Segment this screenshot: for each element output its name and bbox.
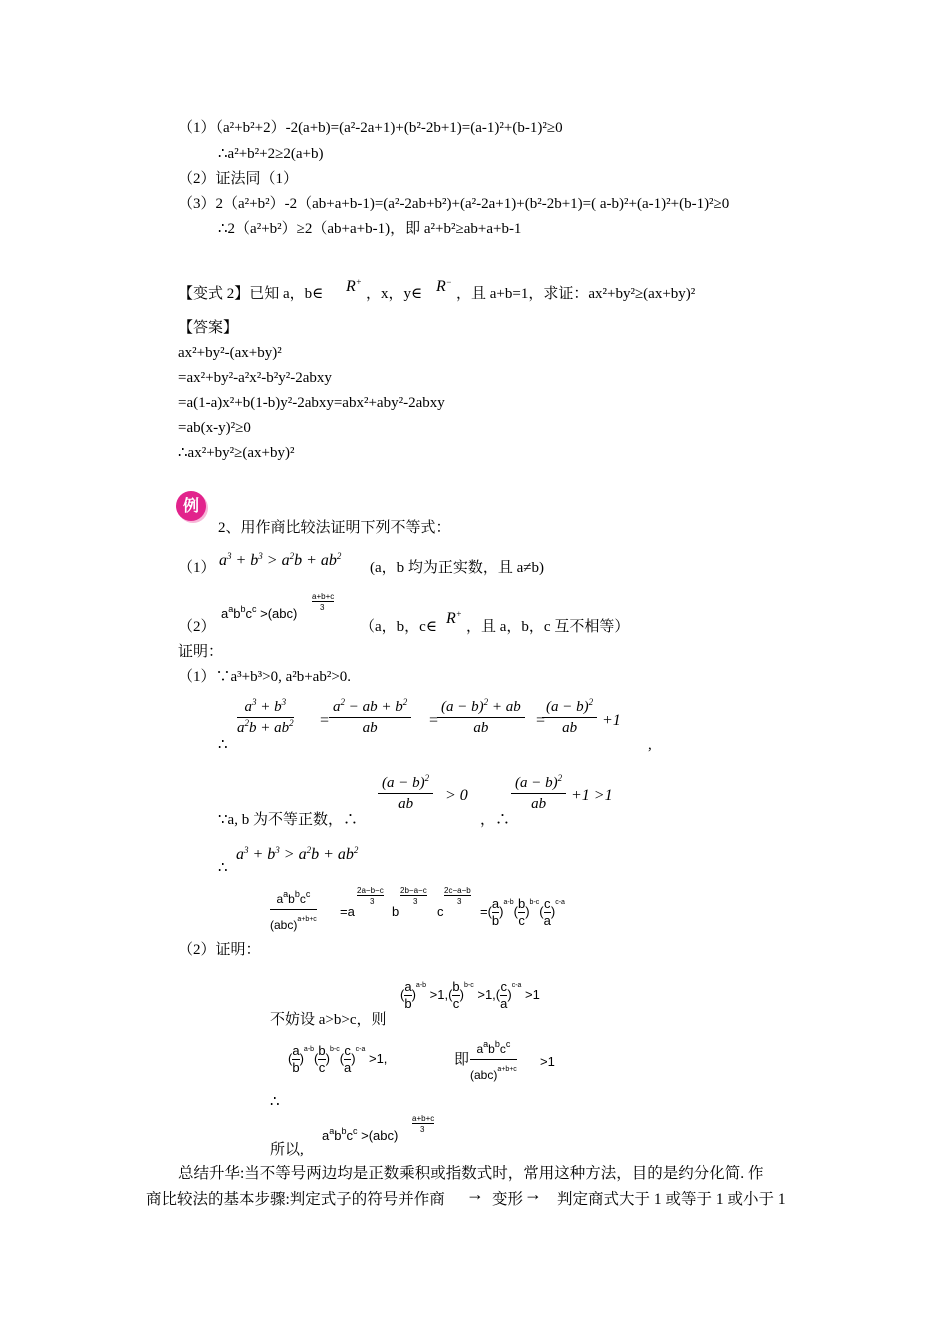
fraction-amb2-over-ab-3: $\frac{(a - b)^2}{ab}$ bbox=[511, 774, 566, 813]
problem-2-exp-num: a+b+c bbox=[312, 592, 335, 601]
set-r-plus-2: R+ bbox=[446, 609, 462, 627]
comma-1: , bbox=[648, 737, 652, 753]
final-exp-den: 3 bbox=[420, 1125, 425, 1134]
line-5: ∴2（a²+b²）≥2（ab+a+b-1)，即 a²+b²≥ab+a+b-1 bbox=[218, 221, 522, 237]
exp-2a-den: 3 bbox=[370, 897, 375, 906]
answer-step-4: =ab(x-y)²≥0 bbox=[178, 420, 251, 436]
problem-1-expr: $a^3 + b^3 > a^2b + ab^2$ bbox=[219, 551, 342, 569]
problem-1-label: （1） bbox=[178, 560, 216, 576]
problem-2-label: （2） bbox=[178, 619, 216, 635]
line-3: （2）证法同（1） bbox=[178, 171, 299, 187]
final-exp-num: a+b+c bbox=[412, 1114, 435, 1123]
exp-2b-den: 3 bbox=[413, 897, 418, 906]
fraction-amb2ab-over-ab: $\frac{(a - b)^2 + ab}{ab}$ bbox=[437, 698, 525, 737]
summary-line-2b: 变形 bbox=[492, 1191, 524, 1208]
summary-line-2c: 判定商式大于 1 或等于 1 或小于 1 bbox=[557, 1191, 786, 1208]
base-b: b bbox=[392, 904, 400, 919]
problem-2-expr: $a^ab^bc^c >(abc)$ bbox=[221, 604, 298, 621]
answer-step-2: =ax²+by²-a²x²-b²y²-2abxy bbox=[178, 370, 332, 386]
answer-step-3: =a(1-a)x²+b(1-b)y²-2abxy=abx²+aby²-2abxy bbox=[178, 395, 445, 411]
ie-label: 即 bbox=[454, 1052, 470, 1068]
ratio-inequalities: ( $\frac{a}{b}$ )$^{a-b}$ >1,( $\frac{b}{c}$ )$^{b-c}$ >1,( $\frac{c}{a}$ )$^{c-a}$ >1 bbox=[400, 979, 540, 1012]
problem-2-cond-b: ，且 a，b，c 互不相等） bbox=[466, 619, 630, 635]
gt-zero: > 0 bbox=[445, 787, 468, 804]
proof-heading: 证明： bbox=[178, 644, 224, 660]
example-badge-icon: 例 bbox=[176, 491, 206, 521]
variant-2-c: ，且 a+b=1，求证：ax²+by²≥(ax+by)² bbox=[456, 286, 696, 302]
fraction-a2abb2-over-ab: $\frac{a^2 - ab + b^2}{ab}$ bbox=[329, 698, 411, 737]
quotient-rhs: =a bbox=[340, 904, 355, 919]
equals-3: = bbox=[535, 712, 546, 729]
plus-one: +1 bbox=[602, 712, 621, 729]
base-c: c bbox=[437, 904, 444, 919]
summary-line-1: 总结升华:当不等号两边均是正数乘积或指数式时，常用这种方法，目的是约分化简. 作 bbox=[178, 1165, 764, 1182]
example-2-title: 2、用作商比较法证明下列不等式： bbox=[218, 520, 451, 536]
therefore-3: ∴ bbox=[270, 1094, 280, 1110]
problem-2-exp-den: 3 bbox=[320, 603, 325, 612]
wlog-line: 不妨设 a>b>c，则 bbox=[270, 1012, 387, 1028]
exp-2c-den: 3 bbox=[457, 897, 462, 906]
therefore-2: ∴ bbox=[218, 860, 228, 876]
set-r-minus: R− bbox=[436, 277, 452, 295]
fraction-amb2-over-ab-2: $\frac{(a - b)^2}{ab}$ bbox=[378, 774, 433, 813]
fraction-a3b3-over-a2bab2: $\frac{a^3 + b^3}{a^2b + ab^2}$ bbox=[237, 697, 294, 736]
so-line: ，∴ bbox=[480, 812, 511, 828]
equals-2: = bbox=[428, 712, 439, 729]
gt-one-2: >1 bbox=[540, 1054, 555, 1069]
exp-2b: 2b−a−c bbox=[400, 886, 427, 895]
line-2: ∴a²+b²+2≥2(a+b) bbox=[218, 146, 324, 162]
line-1: （1）（a²+b²+2）-2(a+b)=(a²-2a+1)+(b²-2b+1)=(a-1)²+(b-1)²≥0 bbox=[178, 120, 563, 136]
proof-1-line: （1）∵a³+b³>0, a²b+ab²>0. bbox=[178, 669, 352, 685]
proof-2-heading: （2）证明： bbox=[178, 942, 261, 958]
line-4: （3）2（a²+b²）-2（ab+a+b-1)=(a²-2ab+b²)+(a²-2a+1)+(b²-2b+1)=( a-b)²+(a-1)²+(b-1)²≥0 bbox=[178, 196, 730, 212]
problem-1-condition: (a，b 均为正实数，且 a≠b) bbox=[370, 560, 545, 576]
conclusion-1-expr: $a^3 + b^3 > a^2b + ab^2$ bbox=[236, 845, 359, 863]
quotient-fraction-2: $a^ab^bc^c$ (abc)$^{a+b+c}$ bbox=[470, 1039, 517, 1082]
plus-one-gt-one: +1 >1 bbox=[571, 787, 613, 804]
variant-2-b: ，x，y∈ bbox=[366, 286, 423, 302]
fraction-amb2-over-ab: $\frac{(a - b)^2}{ab}$ bbox=[542, 698, 597, 737]
problem-2-cond-a: （a，b，c∈ bbox=[360, 619, 437, 635]
answer-step-5: ∴ax²+by²≥(ax+by)² bbox=[178, 445, 295, 461]
quotient-fraction: $a^ab^bc^c$ (abc)$^{a+b+c}$ bbox=[270, 889, 317, 932]
arrow-icon-1: → bbox=[466, 1184, 484, 1204]
exp-2a: 2a−b−c bbox=[357, 886, 384, 895]
suoyi-label: 所以, bbox=[270, 1142, 304, 1158]
product-gt-one: ( $\frac{a}{b}$ )$^{a-b}$( $\frac{b}{c}$ )$^{b-c}$( $\frac{c}{a}$ )$^{c-a}$ >1, bbox=[288, 1043, 388, 1076]
therefore-1: ∴ bbox=[218, 737, 228, 753]
summary-line-2a: 商比较法的基本步骤:判定式子的符号并作商 bbox=[146, 1191, 445, 1208]
ratio-chain: =( $\frac{a}{b}$ )$^{a-b}$( $\frac{b}{c}$ )$^{b-c}$( $\frac{c}{a}$ )$^{c-a}$ bbox=[480, 896, 565, 929]
since-line: ∵a, b 为不等正数，∴ bbox=[218, 812, 358, 828]
exp-2c: 2c−a−b bbox=[444, 886, 471, 895]
arrow-icon-2: → bbox=[524, 1184, 542, 1204]
answer-heading: 【答案】 bbox=[178, 320, 239, 336]
set-r-plus: R+ bbox=[346, 277, 362, 295]
final-expr: $a^ab^bc^c >(abc)$ bbox=[322, 1126, 399, 1143]
equals-1: = bbox=[319, 712, 330, 729]
variant-2-a: 【变式 2】已知 a，b∈ bbox=[178, 286, 324, 302]
answer-step-1: ax²+by²-(ax+by)² bbox=[178, 345, 282, 361]
